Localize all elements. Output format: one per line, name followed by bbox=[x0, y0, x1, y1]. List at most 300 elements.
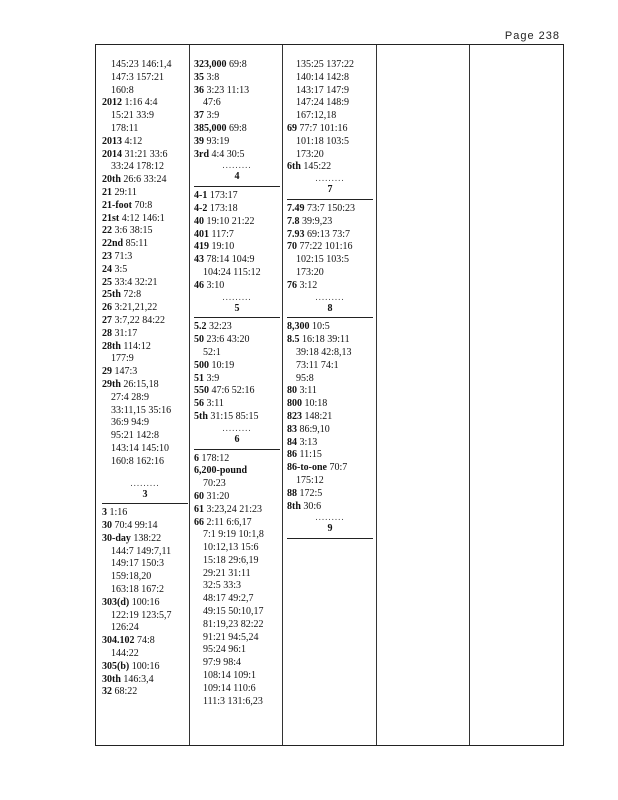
index-entry-continuation bbox=[102, 648, 188, 661]
section-rule bbox=[194, 449, 280, 450]
index-entry bbox=[102, 251, 188, 264]
index-term: 80 bbox=[287, 385, 297, 397]
index-page-refs: 122:19 123:5,7 bbox=[111, 609, 172, 621]
index-page-refs: 4:12 bbox=[124, 135, 143, 147]
index-page-refs: 147:3 157:21 bbox=[111, 71, 165, 83]
index-page-refs: 101:18 103:5 bbox=[296, 135, 350, 147]
index-entry bbox=[102, 225, 188, 238]
index-page-refs: 148:21 bbox=[304, 410, 333, 422]
index-page-refs: 3:23,24 21:23 bbox=[206, 503, 263, 515]
column-divider bbox=[469, 45, 470, 745]
index-page-refs: 3:12 bbox=[299, 279, 318, 291]
index-term: 8.5 bbox=[287, 334, 300, 346]
index-entry bbox=[287, 280, 373, 293]
index-page-refs: 36:9 94:9 bbox=[111, 417, 150, 429]
index-term: 6,200-pound bbox=[194, 465, 248, 477]
section-heading: 5 bbox=[234, 302, 240, 314]
index-entry-continuation bbox=[194, 644, 280, 657]
index-page-refs: 104:24 115:12 bbox=[203, 266, 261, 278]
index-page-refs: 31:15 85:15 bbox=[210, 410, 259, 422]
index-page-refs: 29:21 31:11 bbox=[203, 567, 251, 579]
index-page-refs: 149:17 150:3 bbox=[111, 558, 165, 570]
index-page-refs: 74:8 bbox=[137, 635, 155, 647]
index-page-refs: 93:19 bbox=[206, 135, 230, 147]
index-term: 56 bbox=[194, 398, 204, 410]
index-entry-continuation bbox=[102, 123, 188, 136]
index-entry bbox=[287, 334, 373, 347]
index-page-refs: 3:9 bbox=[206, 372, 220, 384]
section-heading: 8 bbox=[327, 302, 333, 314]
index-term: 550 bbox=[194, 385, 209, 397]
index-term: 4-1 bbox=[194, 190, 208, 202]
index-entry-continuation bbox=[287, 347, 373, 360]
index-entry bbox=[102, 507, 188, 520]
index-page-refs: 30:6 bbox=[303, 500, 322, 512]
index-page-refs: 73:7 150:23 bbox=[307, 202, 356, 214]
index-term: 30-day bbox=[102, 532, 131, 544]
index-entry bbox=[194, 360, 280, 373]
index-page-refs: 173:20 bbox=[296, 266, 324, 278]
index-page-refs: 178:11 bbox=[111, 122, 139, 134]
index-page-refs: 1:16 bbox=[109, 507, 128, 519]
index-entry bbox=[194, 465, 280, 478]
index-page-refs: 178:12 bbox=[201, 452, 230, 464]
index-page-refs: 3:7,22 84:22 bbox=[114, 314, 166, 326]
index-entry bbox=[102, 328, 188, 341]
index-term: 823 bbox=[287, 410, 302, 422]
index-page-refs: 4:4 30:5 bbox=[211, 148, 245, 160]
index-entry-continuation bbox=[102, 72, 188, 85]
index-term: 84 bbox=[287, 436, 297, 448]
index-term: 6 bbox=[194, 452, 199, 464]
index-term: 83 bbox=[287, 423, 297, 435]
index-entry-continuation bbox=[287, 254, 373, 267]
index-page-refs: 144:7 149:7,11 bbox=[111, 545, 172, 557]
index-term: 25th bbox=[102, 289, 121, 301]
index-entry bbox=[287, 241, 373, 254]
index-page-refs: 160:8 162:16 bbox=[111, 455, 165, 467]
index-term: 69 bbox=[287, 122, 297, 134]
index-entry bbox=[102, 264, 188, 277]
index-page-refs: 10:5 bbox=[312, 321, 330, 333]
index-page-refs: 19:10 21:22 bbox=[206, 215, 255, 227]
index-page-refs: 32:5 33:3 bbox=[203, 580, 242, 592]
index-term: 800 bbox=[287, 398, 302, 410]
index-entry-continuation bbox=[287, 267, 373, 280]
section-dots: ......... bbox=[222, 160, 252, 171]
index-term: 385,000 bbox=[194, 122, 227, 134]
index-term: 37 bbox=[194, 110, 204, 122]
index-entry-continuation bbox=[102, 622, 188, 635]
index-page-refs: 39:18 42:8,13 bbox=[296, 346, 352, 358]
index-page-refs: 91:21 94:5,24 bbox=[203, 631, 259, 643]
index-page-refs: 26:15,18 bbox=[123, 378, 159, 390]
index-entry bbox=[102, 635, 188, 648]
index-column-1 bbox=[102, 59, 188, 699]
index-term: 7.93 bbox=[287, 228, 305, 240]
index-entry bbox=[194, 411, 280, 424]
section-dots: ......... bbox=[315, 291, 345, 302]
index-page-refs: 33:11,15 35:16 bbox=[111, 404, 172, 416]
index-entry bbox=[194, 110, 280, 123]
index-page-refs: 32:23 bbox=[209, 321, 232, 333]
index-entry-continuation bbox=[102, 417, 188, 430]
index-page-refs: 97:9 98:4 bbox=[203, 657, 242, 669]
section-heading: 9 bbox=[327, 523, 333, 535]
section-dots: ......... bbox=[315, 173, 345, 184]
index-entry bbox=[194, 85, 280, 98]
index-term: 29th bbox=[102, 378, 121, 390]
index-entry bbox=[194, 72, 280, 85]
index-entry bbox=[194, 136, 280, 149]
index-entry-continuation bbox=[194, 478, 280, 491]
index-entry bbox=[287, 411, 373, 424]
index-entry-continuation bbox=[287, 149, 373, 162]
index-page-refs: 145:23 146:1,4 bbox=[111, 59, 172, 70]
index-term: 29 bbox=[102, 366, 112, 378]
index-page-refs: 144:22 bbox=[111, 648, 139, 660]
section-dots: ......... bbox=[130, 477, 160, 488]
index-entry-continuation bbox=[194, 568, 280, 581]
index-page-refs: 10:18 bbox=[304, 398, 328, 410]
index-term: 30th bbox=[102, 673, 121, 685]
index-page-refs: 147:24 148:9 bbox=[296, 97, 350, 109]
index-page-refs: 175:12 bbox=[296, 474, 324, 486]
index-entry-continuation bbox=[287, 136, 373, 149]
index-term: 30 bbox=[102, 520, 112, 532]
index-term: 8,300 bbox=[287, 321, 310, 333]
section-heading: 7 bbox=[327, 184, 333, 196]
index-term: 86 bbox=[287, 449, 297, 461]
index-entry-continuation bbox=[102, 85, 188, 98]
index-page-refs: 140:14 142:8 bbox=[296, 71, 350, 83]
index-entry-continuation bbox=[102, 405, 188, 418]
index-entry-continuation bbox=[102, 392, 188, 405]
index-page-refs: 7:1 9:19 10:1,8 bbox=[203, 529, 264, 541]
index-entry-continuation bbox=[194, 619, 280, 632]
index-page-refs: 114:12 bbox=[123, 340, 151, 352]
index-term: 24 bbox=[102, 263, 112, 275]
index-page-refs: 135:25 137:22 bbox=[296, 59, 355, 70]
index-term: 32 bbox=[102, 686, 112, 698]
index-entry-continuation bbox=[102, 546, 188, 559]
index-entry bbox=[194, 280, 280, 293]
index-entry bbox=[102, 136, 188, 149]
index-term: 419 bbox=[194, 241, 209, 253]
index-entry-continuation bbox=[287, 360, 373, 373]
index-page-refs: 73:11 74:1 bbox=[296, 359, 339, 371]
section-rule bbox=[102, 503, 188, 504]
index-term: 5th bbox=[194, 410, 208, 422]
index-term: 26 bbox=[102, 302, 112, 314]
index-page-refs: 70:23 bbox=[203, 478, 226, 490]
index-entry bbox=[287, 488, 373, 501]
index-entry bbox=[102, 379, 188, 392]
index-term: 21 bbox=[102, 186, 112, 198]
section-dots: ......... bbox=[222, 422, 252, 433]
index-term: 2012 bbox=[102, 97, 122, 109]
index-entry-continuation bbox=[287, 97, 373, 110]
index-term: 76 bbox=[287, 279, 297, 291]
index-page-refs: 15:18 29:6,19 bbox=[203, 554, 259, 566]
index-entry bbox=[194, 229, 280, 242]
index-page-refs: 147:3 bbox=[114, 366, 138, 378]
index-entry bbox=[194, 321, 280, 334]
section-rule bbox=[194, 186, 280, 187]
index-page-refs: 69:8 bbox=[229, 59, 247, 70]
index-page-refs: 111:3 131:6,23 bbox=[203, 695, 263, 707]
index-entry-continuation bbox=[287, 85, 373, 98]
index-entry bbox=[102, 149, 188, 162]
index-page-refs: 78:14 104:9 bbox=[206, 254, 255, 266]
index-entry-continuation bbox=[102, 59, 188, 72]
index-page-refs: 23:6 43:20 bbox=[206, 334, 250, 346]
index-page-refs: 70:4 99:14 bbox=[114, 520, 158, 532]
index-page-refs: 100:16 bbox=[131, 596, 160, 608]
index-entry bbox=[287, 437, 373, 450]
index-entry-continuation bbox=[194, 683, 280, 696]
index-entry-continuation bbox=[102, 443, 188, 456]
index-term: 39 bbox=[194, 135, 204, 147]
index-entry bbox=[287, 229, 373, 242]
section-dots: ......... bbox=[315, 512, 345, 523]
index-page-refs: 145:22 bbox=[303, 161, 332, 173]
index-entry-continuation bbox=[287, 72, 373, 85]
index-page-refs: 69:8 bbox=[229, 122, 247, 134]
index-page-refs: 33:24 178:12 bbox=[111, 161, 165, 173]
index-entry bbox=[102, 661, 188, 674]
index-term: 27 bbox=[102, 314, 112, 326]
index-entry bbox=[194, 491, 280, 504]
index-page-refs: 48:17 49:2,7 bbox=[203, 593, 254, 605]
index-entry-continuation bbox=[194, 529, 280, 542]
index-entry bbox=[102, 315, 188, 328]
index-page-refs: 70:7 bbox=[329, 462, 348, 474]
index-page-refs: 33:4 32:21 bbox=[114, 276, 158, 288]
index-page-refs: 69:13 73:7 bbox=[307, 228, 351, 240]
index-term: 36 bbox=[194, 84, 204, 96]
index-page-refs: 138:22 bbox=[133, 532, 162, 544]
index-page-refs: 143:14 145:10 bbox=[111, 442, 170, 454]
index-term: 46 bbox=[194, 279, 204, 291]
index-entry bbox=[102, 366, 188, 379]
index-entry-continuation bbox=[194, 542, 280, 555]
section-heading: 4 bbox=[234, 171, 240, 183]
index-entry bbox=[102, 341, 188, 354]
index-page-refs: 77:22 101:16 bbox=[299, 241, 353, 253]
index-entry bbox=[102, 302, 188, 315]
index-term: 500 bbox=[194, 359, 209, 371]
index-term: 2014 bbox=[102, 148, 122, 160]
index-term: 3rd bbox=[194, 148, 209, 160]
index-page-refs: 11:15 bbox=[299, 449, 322, 461]
index-term: 5.2 bbox=[194, 321, 207, 333]
index-page-refs: 109:14 110:6 bbox=[203, 682, 256, 694]
index-page-refs: 1:16 4:4 bbox=[124, 97, 158, 109]
index-term: 43 bbox=[194, 254, 204, 266]
index-page-refs: 72:8 bbox=[123, 289, 142, 301]
index-entry bbox=[102, 289, 188, 302]
index-term: 22 bbox=[102, 225, 112, 237]
index-term: 66 bbox=[194, 516, 204, 528]
index-entry bbox=[287, 216, 373, 229]
index-entry-continuation bbox=[194, 97, 280, 110]
index-entry bbox=[102, 686, 188, 699]
index-term: 305(b) bbox=[102, 660, 130, 672]
index-page-refs: 47:6 52:16 bbox=[211, 385, 255, 397]
index-entry-continuation bbox=[194, 347, 280, 360]
index-page-refs: 47:6 bbox=[203, 97, 221, 109]
index-page-refs: 3:13 bbox=[299, 436, 318, 448]
index-entry bbox=[194, 334, 280, 347]
index-page-refs: 70:8 bbox=[134, 199, 153, 211]
index-page-refs: 3:23 11:13 bbox=[206, 84, 250, 96]
index-page-refs: 3:11 bbox=[206, 398, 224, 410]
index-page-refs: 52:1 bbox=[203, 346, 221, 358]
index-entry bbox=[102, 277, 188, 290]
index-entry bbox=[287, 424, 373, 437]
index-entry-continuation bbox=[287, 59, 373, 72]
index-entry-continuation bbox=[287, 373, 373, 386]
index-term: 304.102 bbox=[102, 635, 135, 647]
index-page-refs: 95:8 bbox=[296, 372, 314, 384]
index-entry bbox=[287, 203, 373, 216]
index-page-refs: 49:15 50:10,17 bbox=[203, 606, 264, 618]
index-term: 21-foot bbox=[102, 199, 132, 211]
index-term: 88 bbox=[287, 487, 297, 499]
index-page-refs: 172:5 bbox=[299, 487, 323, 499]
column-divider bbox=[189, 45, 190, 745]
index-page-refs: 26:6 33:24 bbox=[123, 174, 167, 186]
index-entry bbox=[102, 674, 188, 687]
index-page-refs: 3:11 bbox=[299, 385, 317, 397]
index-page-refs: 3:6 38:15 bbox=[114, 225, 153, 237]
index-page-refs: 102:15 103:5 bbox=[296, 254, 350, 266]
index-page-refs: 3:10 bbox=[206, 279, 225, 291]
index-entry-continuation bbox=[102, 161, 188, 174]
index-entry bbox=[102, 174, 188, 187]
index-entry bbox=[287, 321, 373, 334]
index-entry bbox=[287, 449, 373, 462]
index-entry bbox=[194, 385, 280, 398]
index-entry bbox=[194, 517, 280, 530]
index-page-refs: 173:18 bbox=[209, 202, 238, 214]
index-page-refs: 117:7 bbox=[211, 228, 234, 240]
index-page-refs: 3:5 bbox=[114, 263, 128, 275]
index-entry-continuation bbox=[102, 584, 188, 597]
index-term: 35 bbox=[194, 71, 204, 83]
index-page-refs: 86:9,10 bbox=[299, 423, 330, 435]
index-page-refs: 31:20 bbox=[206, 490, 230, 502]
index-entry bbox=[194, 241, 280, 254]
index-entry bbox=[194, 373, 280, 386]
index-page-refs: 3:21,21,22 bbox=[114, 302, 158, 314]
spacer bbox=[102, 469, 188, 479]
index-page-refs: 31:21 33:6 bbox=[124, 148, 168, 160]
index-term: 6th bbox=[287, 161, 301, 173]
index-page-refs: 163:18 167:2 bbox=[111, 584, 165, 596]
index-term: 51 bbox=[194, 372, 204, 384]
index-entry-continuation bbox=[194, 606, 280, 619]
index-entry-continuation bbox=[102, 571, 188, 584]
index-page-refs: 16:18 39:11 bbox=[302, 334, 350, 346]
column-divider bbox=[376, 45, 377, 745]
index-page-refs: 173:20 bbox=[296, 148, 324, 160]
index-entry bbox=[287, 123, 373, 136]
index-term: 20th bbox=[102, 174, 121, 186]
index-column-3 bbox=[287, 59, 373, 542]
index-entry bbox=[194, 123, 280, 136]
index-page-refs: 4:12 146:1 bbox=[121, 212, 165, 224]
index-term: 21st bbox=[102, 212, 120, 224]
index-page-refs: 10:12,13 15:6 bbox=[203, 542, 259, 554]
index-entry-continuation bbox=[194, 580, 280, 593]
section-rule bbox=[287, 538, 373, 539]
index-entry bbox=[194, 398, 280, 411]
index-entry-continuation bbox=[194, 657, 280, 670]
index-term: 2013 bbox=[102, 135, 122, 147]
index-term: 7.49 bbox=[287, 202, 305, 214]
index-page-refs: 31:17 bbox=[114, 327, 138, 339]
index-entry bbox=[102, 520, 188, 533]
index-entry bbox=[194, 59, 280, 72]
index-term: 303(d) bbox=[102, 596, 130, 608]
index-table bbox=[95, 44, 564, 746]
index-entry-continuation bbox=[102, 353, 188, 366]
index-page-refs: 3:9 bbox=[206, 110, 220, 122]
section-rule bbox=[287, 199, 373, 200]
index-page-refs: 39:9,23 bbox=[302, 215, 333, 227]
index-term: 23 bbox=[102, 250, 112, 262]
index-entry bbox=[194, 190, 280, 203]
index-entry-continuation bbox=[194, 696, 280, 709]
index-page-refs: 173:17 bbox=[209, 190, 238, 202]
index-term: 86-to-one bbox=[287, 462, 327, 474]
index-page-refs: 85:11 bbox=[125, 238, 149, 250]
index-entry bbox=[287, 398, 373, 411]
index-entry-continuation bbox=[102, 456, 188, 469]
index-entry bbox=[102, 533, 188, 546]
index-term: 40 bbox=[194, 215, 204, 227]
index-page-refs: 159:18,20 bbox=[111, 571, 152, 583]
index-entry-continuation bbox=[102, 110, 188, 123]
index-page-refs: 2:11 6:6,17 bbox=[206, 516, 252, 528]
index-entry bbox=[194, 203, 280, 216]
section-rule bbox=[194, 317, 280, 318]
section-heading: 3 bbox=[142, 488, 148, 500]
index-page-refs: 27:4 28:9 bbox=[111, 391, 150, 403]
index-term: 28th bbox=[102, 340, 121, 352]
index-page-refs: 126:24 bbox=[111, 622, 139, 634]
index-term: 50 bbox=[194, 334, 204, 346]
index-entry-continuation bbox=[102, 558, 188, 571]
index-page-refs: 71:3 bbox=[114, 250, 133, 262]
index-term: 60 bbox=[194, 490, 204, 502]
index-page-refs: 108:14 109:1 bbox=[203, 670, 257, 682]
index-term: 28 bbox=[102, 327, 112, 339]
index-page-refs: 146:3,4 bbox=[123, 673, 154, 685]
index-entry-continuation bbox=[287, 110, 373, 123]
index-page-refs: 160:8 bbox=[111, 84, 134, 96]
index-term: 8th bbox=[287, 500, 301, 512]
index-entry-continuation bbox=[194, 267, 280, 280]
index-page-refs: 3:8 bbox=[206, 71, 220, 83]
index-entry bbox=[102, 97, 188, 110]
index-entry bbox=[102, 200, 188, 213]
index-page-refs: 167:12,18 bbox=[296, 110, 337, 122]
section-rule bbox=[287, 317, 373, 318]
index-entry bbox=[194, 254, 280, 267]
